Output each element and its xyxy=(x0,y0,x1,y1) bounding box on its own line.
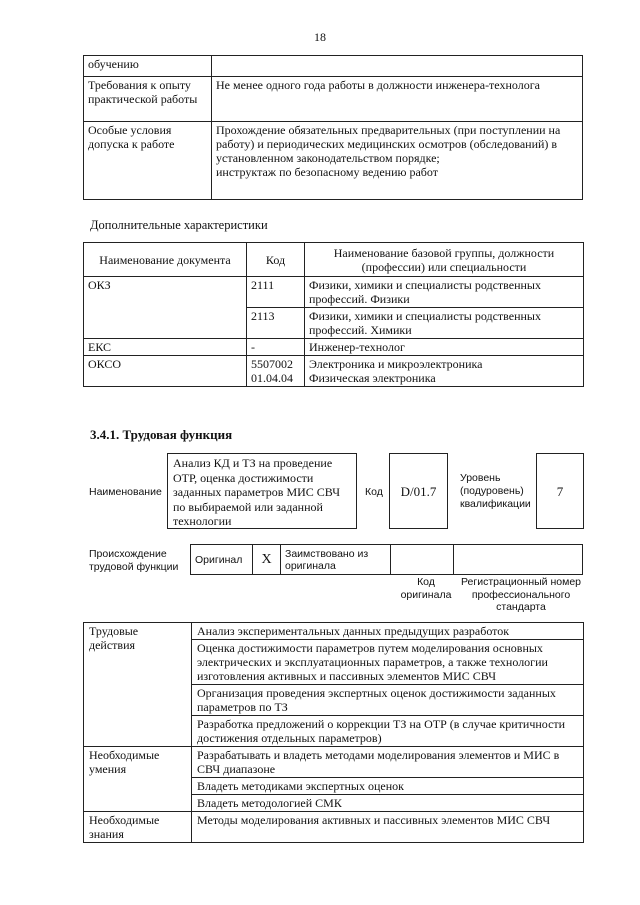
origin-borrowed: Заимствовано из оригинала xyxy=(281,545,391,575)
requirements-table xyxy=(83,55,583,200)
page-number: 18 xyxy=(314,30,326,44)
origin-reg-cell xyxy=(454,545,583,575)
function-details-table xyxy=(83,622,584,843)
requirement-value: Не менее одного года работы в должности инженера-технолога xyxy=(212,77,583,122)
requirement-value xyxy=(212,56,583,77)
requirement-label: Особые условия допуска к работе xyxy=(84,122,212,200)
code-label: Код xyxy=(365,486,383,498)
knowledge-label: Необходимые знания xyxy=(84,812,192,843)
origin-label xyxy=(89,548,184,574)
skill-item: Разрабатывать и владеть методами моделирования элементов и МИС в СВЧ диапазоне xyxy=(192,747,584,778)
function-heading: 3.4.1. Трудовая функция xyxy=(90,427,233,442)
caption-code: Код оригинала xyxy=(400,576,452,601)
action-item: Разработка предложений о коррекции ТЗ на ОТР (в случае критичности достижения отдельных параметров) xyxy=(192,716,584,747)
requirement-label: Требования к опыту практической работы xyxy=(84,77,212,122)
additional-title: Дополнительные характеристики xyxy=(90,218,268,232)
code-cell: - xyxy=(247,339,305,356)
action-item: Анализ экспериментальных данных предыдущих разработок xyxy=(192,623,584,640)
skill-item: Владеть методиками экспертных оценок xyxy=(192,778,584,795)
origin-original: Оригинал xyxy=(191,545,253,575)
level-label xyxy=(460,472,532,511)
caption-reg: Регистрационный номер профессионального стандарта xyxy=(461,576,581,613)
actions-label: Трудовые действия xyxy=(84,623,192,747)
function-name-box: Анализ КД и ТЗ на проведение ОТР, оценка достижимости заданных параметров МИС СВЧ по выбираемой или заданной технологии xyxy=(167,453,357,529)
skill-item: Владеть методологией СМК xyxy=(192,795,584,812)
code-cell: 2111 xyxy=(247,277,305,308)
code-cell: 2113 xyxy=(247,308,305,339)
name-label: Наименование xyxy=(89,486,162,498)
name-cell: Физики, химики и специалисты родственных профессий. Физики xyxy=(305,277,584,308)
name-cell: Инженер-технолог xyxy=(305,339,584,356)
action-item: Организация проведения экспертных оценок достижимости заданных параметров по ТЗ xyxy=(192,685,584,716)
column-header: Наименование документа xyxy=(84,243,247,277)
name-cell: Электроника и микроэлектроника Физическая электроника xyxy=(305,356,584,387)
origin-label-text: Происхождение трудовой функции xyxy=(89,548,179,573)
function-code-box: D/01.7 xyxy=(389,453,448,529)
action-item: Оценка достижимости параметров путем моделирования основных электрических и эксплуатационных параметров, а также технологии изготовления активных и пассивных элементов МИС СВЧ xyxy=(192,640,584,685)
requirement-label: обучению xyxy=(84,56,212,77)
code-cell: 5507002 01.04.04 xyxy=(247,356,305,387)
column-header: Код xyxy=(247,243,305,277)
origin-table xyxy=(190,544,583,575)
origin-code-cell xyxy=(391,545,454,575)
doc-name-okz: ОКЗ xyxy=(84,277,247,339)
skills-label: Необходимые умения xyxy=(84,747,192,812)
column-header: Наименование базовой группы, должности (профессии) или специальности xyxy=(305,243,584,277)
origin-mark: X xyxy=(253,545,281,575)
additional-characteristics-table xyxy=(83,242,584,387)
knowledge-item: Методы моделирования активных и пассивных элементов МИС СВЧ xyxy=(192,812,584,843)
name-cell: Физики, химики и специалисты родственных профессий. Химики xyxy=(305,308,584,339)
level-label-text: Уровень (подуровень) квалификации xyxy=(460,472,531,510)
level-box: 7 xyxy=(536,453,584,529)
doc-name-okso: ОКСО xyxy=(84,356,247,387)
requirement-value: Прохождение обязательных предварительных (при поступлении на работу) и периодических медицинских осмотров (обследований) в установленном законодательством порядке; инструктаж по безопасному ведению работ xyxy=(212,122,583,200)
doc-name-eks: ЕКС xyxy=(84,339,247,356)
